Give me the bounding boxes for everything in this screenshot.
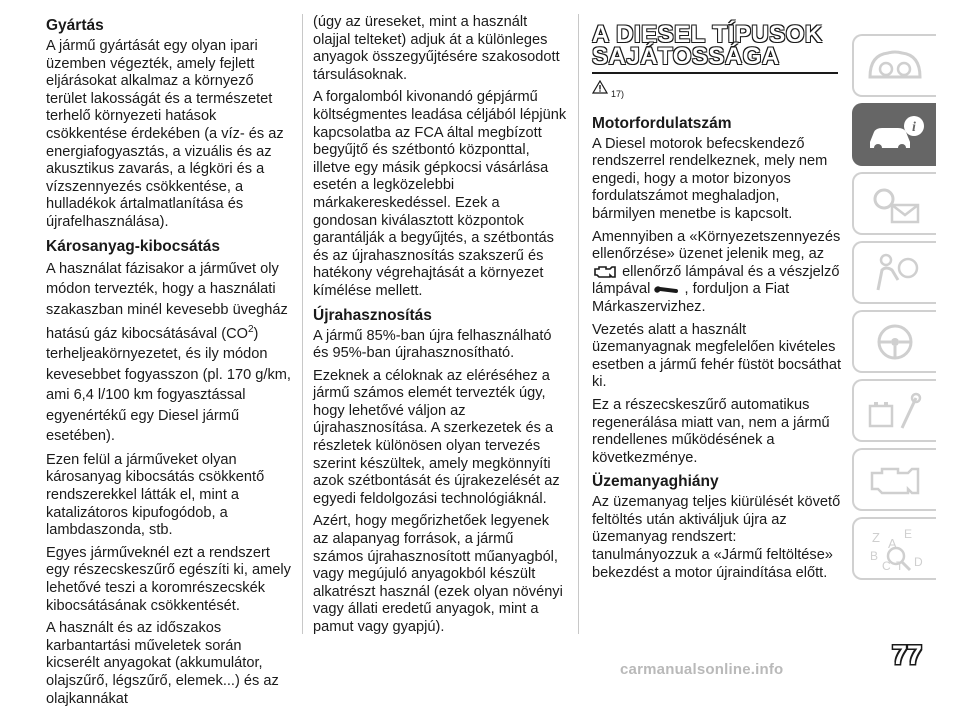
column-divider bbox=[578, 14, 579, 634]
paragraph: Egyes járműveknél ezt a rendszert egy részecskeszűrő egészíti ki, amely lehetővé teszi a koromrészecskék kibocsátásának csökkentését. bbox=[46, 544, 291, 614]
tab-airbag[interactable] bbox=[852, 241, 936, 304]
column-3 bbox=[592, 21, 842, 587]
svg-text:A: A bbox=[888, 535, 897, 551]
steering-icon bbox=[864, 319, 926, 365]
index-letters-icon bbox=[864, 526, 926, 572]
paragraph: Vezetés alatt a használt üzemanyagnak megfelelően kivételes esetben a jármű fehér füstöt bocsáthat ki. bbox=[592, 321, 842, 391]
page-number: 77 bbox=[892, 640, 923, 670]
paragraph: Ezen felül a járműveket olyan károsanyag kibocsátás csökkentő rendszerekkel látták el, mint a katalizátoros kipufogódob, a lambdaszonda, stb. bbox=[46, 451, 265, 539]
paragraph-warning-lights: Amennyiben a «Környezetszennyezés ellenőrzése» üzenet jelenik meg, az ellenőrző lámpával és a vészjelző lámpával , forduljon a Fiat Márkaszervizhez. bbox=[592, 228, 841, 315]
svg-text:D: D bbox=[914, 554, 923, 569]
paragraph: A használt és az időszakos karbantartási műveletek során kicserélt anyagokat (akkumulátor, olajszűrő, légszűrő, elemek...) és az olajkannákat bbox=[46, 620, 279, 707]
svg-text:C: C bbox=[882, 558, 891, 572]
heading-uzemanyaghiany: Üzemanyaghiány bbox=[592, 473, 719, 491]
warning-triangle-icon bbox=[592, 80, 608, 94]
watermark: carmanualsonline.info bbox=[620, 661, 784, 678]
heading-gyartas: Gyártás bbox=[46, 17, 104, 34]
heading-ujrahasznositas: Újrahasznosítás bbox=[313, 306, 432, 324]
paragraph: Ez a részecskeszűrő automatikus regenerálása miatt van, nem a jármű rendellenes működésének a következménye. bbox=[592, 396, 830, 466]
svg-text:B: B bbox=[870, 548, 879, 563]
dashboard-icon bbox=[864, 43, 926, 89]
heading-motorfordulatszam: Motorfordulatszám bbox=[592, 114, 732, 132]
paragraph: A forgalomból kivonandó gépjármű költségmentes leadása céljából lépjünk kapcsolatba az FCA által megbízott begyűjtő és szétbontó központtal, illetve egy másik gépkocsi vásárlása esetén a legközelebbi márkakereskedéssel. Ezek a gondosan kiválasztott központok garantálják a begyűjtés, a szétbontás és az újrahasznosítás szakszerű és hatékony végrehajtását a környezet kímélése mellett. bbox=[313, 89, 567, 299]
paragraph: A jármű gyártását egy olyan ipari üzemben végezték, amely fejlett eljárásokat alkalmaz a környező terület lakosságát és a természetet terhelő környezeti hatások csökkentése érdekében (a víz- és az energiafogyasztás, a vizuális és az akusztikus zavarás, a légköri és a vízszennyezés csökkentése, a hulladékok ártalmatlanítása és újrafelhasználása). bbox=[46, 38, 284, 230]
warning-reference: 17) bbox=[592, 80, 842, 104]
heading-karosanyag: Károsanyag-kibocsátás bbox=[46, 237, 221, 255]
tab-index[interactable] bbox=[852, 517, 936, 580]
paragraph: A Diesel motorok befecskendező rendszerrel rendelkeznek, mely nem engedi, hogy a motor bizonyos fordulatszámot meghaladjon, bármilyen menetbe is kapcsolt. bbox=[592, 135, 828, 222]
tab-dashboard[interactable] bbox=[852, 34, 936, 97]
paragraph-co2: A használat fázisakor a járművet oly módon tervezték, hogy a használati szakaszban minél kevesebb üvegház hatású gáz kibocsátásával $(CO_2)$ terheljeakörnyezetet, és ily módon kevesebbet fogyasszon (pl. 170 g/km, ami 6,4 l/100 km fogyasztással egyenértékű egy Diesel jármű esetében). bbox=[46, 260, 291, 445]
lights-mail-icon bbox=[864, 181, 926, 227]
column-2 bbox=[313, 14, 567, 642]
tab-steering[interactable] bbox=[852, 310, 936, 373]
paragraph: Az üzemanyag teljes kiürülését követő feltöltés után aktiváljuk újra az üzemanyag rendszert: tanulmányozzuk a «Jármű feltöltése» bekezdést a motor újraindítása előtt. bbox=[592, 494, 841, 581]
engine-check-icon bbox=[592, 264, 618, 280]
tab-battery-tools[interactable] bbox=[852, 379, 936, 442]
section-title: A DIESEL TÍPUSOK SAJÁTOSSÁGA bbox=[592, 21, 823, 70]
section-tabs bbox=[852, 34, 936, 586]
airbag-icon bbox=[864, 250, 926, 296]
paragraph: A jármű 85%-ban újra felhasználható és 95%-ban újrahasznosítható. bbox=[313, 327, 552, 362]
paragraph: Ezeknek a céloknak az eléréséhez a jármű számos elemét tervezték úgy, hogy lehetővé váljon az újrahasznosítása. A szerkezetek és a részletek különösen olyan tervezés szerint készültek, amely megkönnyíti azok szétbontását és újrakezelését az egyedi feldolgozási technológiáknál. bbox=[313, 367, 560, 507]
title-underline bbox=[592, 72, 838, 74]
tab-lights-mail[interactable] bbox=[852, 172, 936, 235]
svg-text:Z: Z bbox=[872, 529, 880, 545]
paragraph: Azért, hogy megőrizhetőek legyenek az alapanyag források, a jármű számos újrahasznosított műanyagból, vagy megújuló anyagokból készült alkatrészt használ (ezek olyan növényi vagy állati eredetű anyagok, mint a pamut vagy gyapjú). bbox=[313, 513, 563, 635]
battery-tools-icon bbox=[864, 388, 926, 434]
wrench-icon bbox=[654, 283, 680, 295]
tab-engine[interactable] bbox=[852, 448, 936, 511]
tab-car-info[interactable] bbox=[852, 103, 936, 166]
svg-text:T: T bbox=[896, 558, 904, 572]
engine-icon bbox=[864, 457, 926, 503]
column-1 bbox=[46, 14, 292, 713]
paragraph: (úgy az üreseket, mint a használt olajjal telteket) adjuk át a különleges anyagok összegyűjtésére szakosodott társulásoknak. bbox=[313, 14, 560, 83]
svg-text:i: i bbox=[912, 119, 916, 135]
car-info-icon bbox=[864, 112, 926, 158]
column-divider bbox=[302, 14, 303, 634]
svg-text:E: E bbox=[904, 526, 913, 541]
